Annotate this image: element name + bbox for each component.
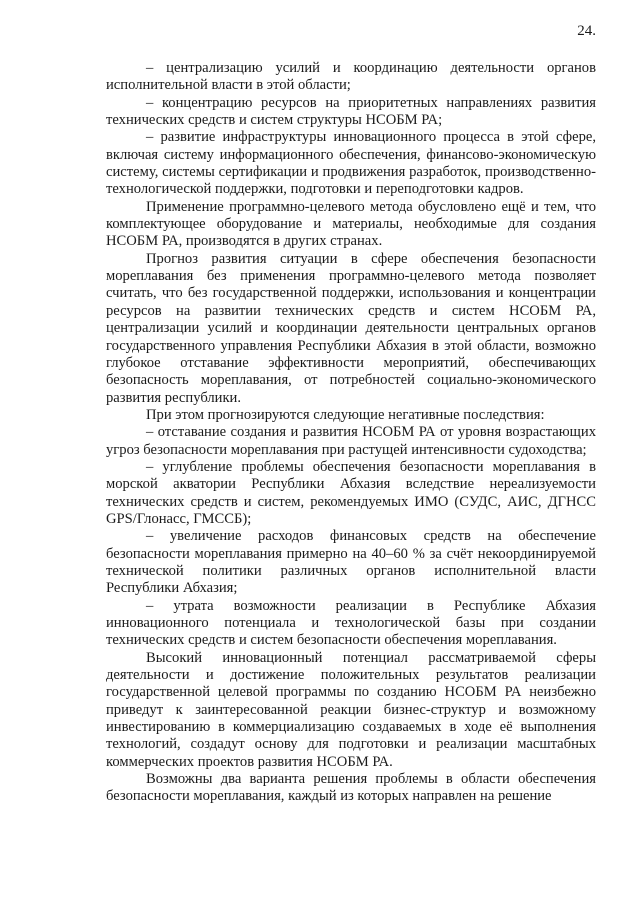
paragraph-list-item: – развитие инфраструктуры инновационного процесса в этой сфере, включая систему информационного обеспечения, финансово-экономическую систему, системы сертификации и продвижения разработок, производственно-технологической поддержки, подготовки и переподготовки кадров. [106, 129, 596, 198]
paragraph-continued: Возможны два варианта решения проблемы в области обеспечения безопасности мореплавания, каждый из которых направлен на решение [106, 771, 596, 805]
paragraph: При этом прогнозируются следующие негативные последствия: [146, 406, 545, 423]
paragraph-list-item: – утрата возможности реализации в Республике Абхазия инновационного потенциала и технологической базы при создании технических средств и систем безопасности обеспечения мореплавания. [106, 597, 596, 649]
page-number: 24. [577, 23, 596, 39]
paragraph-list-item: – концентрацию ресурсов на приоритетных направлениях развития технических средств и систем структуры НСОБМ РА; [106, 94, 596, 129]
paragraph-list-item: – централизацию усилий и координацию деятельности органов исполнительной власти в этой области; [106, 60, 596, 94]
paragraph-list-item: – углубление проблемы обеспечения безопасности мореплавания в морской акватории Республики Абхазия вследствие нереализуемости технических средств и систем, рекомендуемых ИМО (СУДС, АИС, ДГНСС GPS/Глонасс, ГМССБ); [106, 458, 596, 527]
paragraph: Применение программно-целевого метода обусловлено ещё и тем, что комплектующее оборудование и материалы, необходимые для создания НСОБМ РА, производятся в других странах. [106, 198, 596, 250]
body-text [106, 60, 596, 806]
paragraph: Прогноз развития ситуации в сфере обеспечения безопасности мореплавания без применения программно-целевого метода позволяет считать, что без государственной поддержки, использования и концентрации ресурсов на развитии технических средств и систем НСОБМ РА, централизации усилий и координации деятельности центральных органов государственного управления Республики Абхазия в этой области, возможно глубокое отставание эффективности мероприятий, обеспечивающих безопасность мореплавания, от потребностей социально-экономического развития республики. [106, 250, 596, 406]
paragraph-list-item: – отставание создания и развития НСОБМ РА от уровня возрастающих угроз безопасности мореплавания при растущей интенсивности судоходства; [106, 424, 596, 458]
paragraph: Высокий инновационный потенциал рассматриваемой сферы деятельности и достижение положительных результатов реализации государственной целевой программы по созданию НСОБМ РА неизбежно приведут к заинтересованной реакции бизнес-структур и возможному инвестированию в коммерциализацию создаваемых в ходе её выполнения технологий, создадут основу для подготовки и реализации масштабных коммерческих проектов развития НСОБМ РА. [106, 649, 596, 770]
paragraph-list-item: – увеличение расходов финансовых средств на обеспечение безопасности мореплавания примерно на 40–60 % за счёт некоординируемой технической политики различных органов исполнительной власти Республики Абхазия; [106, 528, 596, 597]
